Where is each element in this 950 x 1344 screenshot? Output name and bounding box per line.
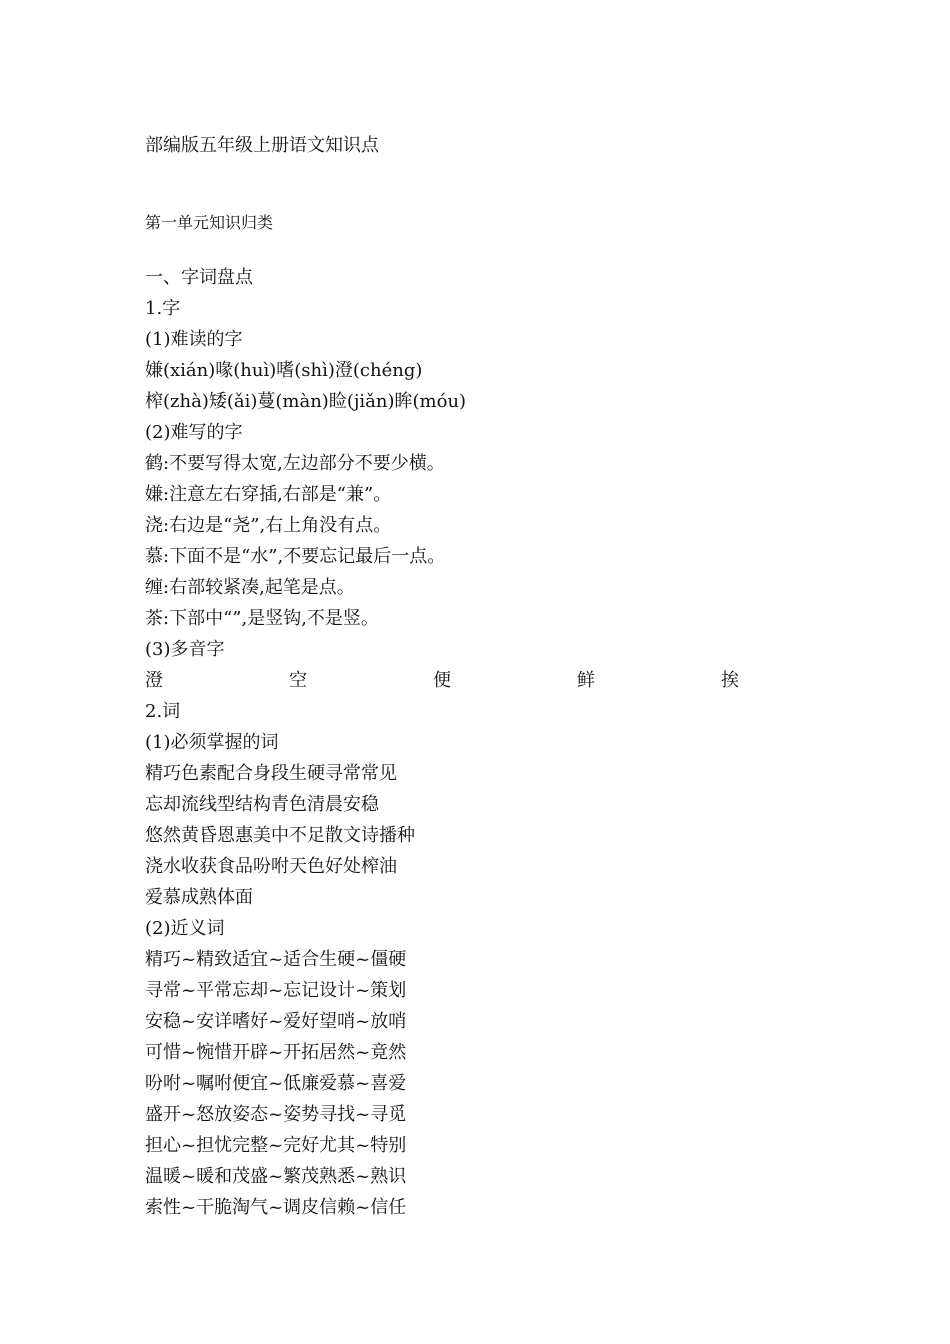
text-line: 精巧~精致适宜~适合生硬~僵硬 — [145, 949, 407, 970]
text-line: 索性~干脆淘气~调皮信赖~信任 — [145, 1197, 407, 1218]
unit-heading: 第一单元知识归类 — [145, 213, 274, 232]
subsection-heading: 2.词 — [145, 701, 181, 722]
text-line: 浇:右边是“尧”,右上角没有点。 — [145, 515, 392, 536]
polyphone-char: 便 — [433, 670, 451, 691]
document-body — [145, 262, 805, 1223]
polyphone-char: 澄 — [145, 670, 163, 691]
list-heading: (2)难写的字 — [145, 422, 243, 443]
subsection-heading: 1.字 — [145, 298, 181, 319]
polyphone-row — [145, 665, 739, 696]
polyphone-char: 空 — [289, 670, 307, 691]
text-line: 盛开~怒放姿态~姿势寻找~寻觅 — [145, 1104, 407, 1125]
text-line: 榨(zhà)矮(ǎi)蔓(màn)睑(jiǎn)眸(móu) — [145, 391, 467, 412]
text-line: 安稳~安详嗜好~爱好望哨~放哨 — [145, 1011, 407, 1032]
text-line: 精巧色素配合身段生硬寻常常见 — [145, 763, 397, 784]
text-line: 忘却流线型结构青色清晨安稳 — [145, 794, 379, 815]
polyphone-char: 鲜 — [577, 670, 595, 691]
list-heading: (1)必须掌握的词 — [145, 732, 279, 753]
text-line: 温暖~暖和茂盛~繁茂熟悉~熟识 — [145, 1166, 407, 1187]
text-line: 可惜~惋惜开辟~开拓居然~竟然 — [145, 1042, 407, 1063]
text-line: 浇水收获食品吩咐天色好处榨油 — [145, 856, 397, 877]
text-line: 吩咐~嘱咐便宜~低廉爱慕~喜爱 — [145, 1073, 407, 1094]
text-line: 嫌:注意左右穿插,右部是“兼”。 — [145, 484, 392, 505]
text-line: 缠:右部较紧凑,起笔是点。 — [145, 577, 355, 598]
section-heading: 一、字词盘点 — [145, 267, 253, 288]
list-heading: (1)难读的字 — [145, 329, 243, 350]
document-title: 部编版五年级上册语文知识点 — [145, 135, 379, 156]
text-line: 慕:下面不是“水”,不要忘记最后一点。 — [145, 546, 446, 567]
text-line: 嫌(xián)喙(huì)嗜(shì)澄(chéng) — [145, 360, 423, 381]
text-line: 茶:下部中“”,是竖钩,不是竖。 — [145, 608, 379, 629]
list-heading: (3)多音字 — [145, 639, 225, 660]
text-line: 悠然黄昏恩惠美中不足散文诗播种 — [145, 825, 415, 846]
list-heading: (2)近义词 — [145, 918, 225, 939]
text-line: 担心~担忧完整~完好尤其~特别 — [145, 1135, 407, 1156]
text-line: 寻常~平常忘却~忘记设计~策划 — [145, 980, 407, 1001]
text-line: 爱慕成熟体面 — [145, 887, 253, 908]
text-line: 鹤:不要写得太宽,左边部分不要少横。 — [145, 453, 445, 474]
polyphone-char: 挨 — [721, 670, 739, 691]
